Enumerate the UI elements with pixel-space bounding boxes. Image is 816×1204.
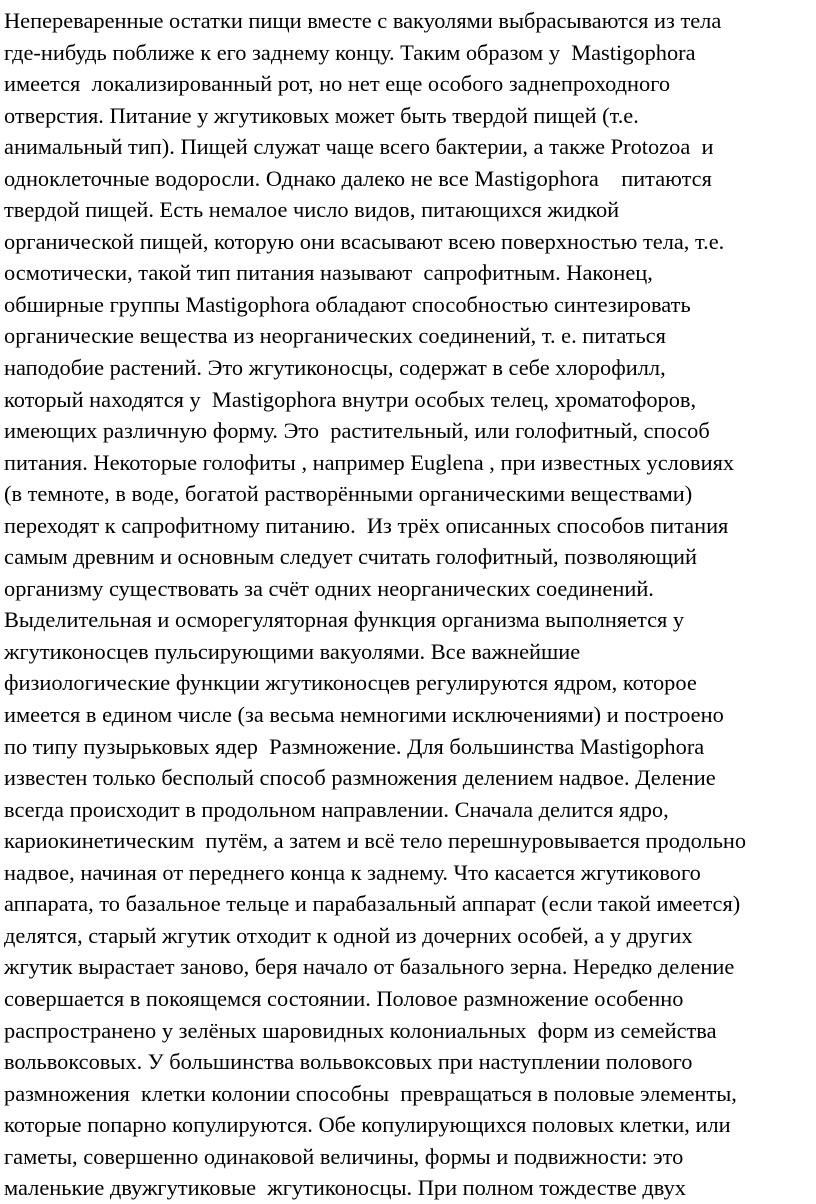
text-line: физиологические функции жгутиконосцев регулируются ядром, которое: [4, 670, 697, 696]
body-text: [4, 5, 816, 1204]
text-line: где-нибудь поближе к его заднему концу. Таким образом у Mastigophora: [4, 39, 696, 65]
text-line: одноклеточные водоросли. Однако далеко не все Mastigophora питаются: [4, 165, 712, 191]
text-line: самым древним и основным следует считать голофитный, позволяющий: [4, 544, 698, 570]
text-line: распространено у зелёных шаровидных колониальных форм из семейства: [4, 1017, 717, 1043]
text-line: всегда происходит в продольном направлении. Сначала делится ядро,: [4, 796, 669, 822]
text-line: делятся, старый жгутик отходит к одной из дочерних особей, а у других: [4, 922, 693, 948]
text-line: аппарата, то базальное тельце и парабазальный аппарат (если такой имеется): [4, 891, 741, 917]
text-line: Выделительная и осморегуляторная функция организма выполняется у: [4, 607, 685, 633]
text-line: Непереваренные остатки пищи вместе с вакуолями выбрасываются из тела: [4, 8, 722, 33]
text-line: анимальный тип). Пищей служат чаще всего бактерии, а также Protozoa и: [4, 134, 714, 160]
text-line: известен только бесполый способ размножения делением надвое. Деление: [4, 765, 716, 791]
text-line: имеется локализированный рот, но нет еще особого заднепроходного: [4, 71, 671, 97]
text-line: жгутиконосцев пульсирующими вакуолями. Все важнейшие: [4, 638, 581, 664]
text-line: кариокинетическим путём, а затем и всё тело перешнуровывается продольно: [4, 828, 747, 854]
text-line: гаметы, совершенно одинаковой величины, формы и подвижности: это: [4, 1143, 684, 1169]
text-line: органические вещества из неорганических соединений, т. е. питаться: [4, 323, 666, 349]
text-line: имеется в едином числе (за весьма немногими исключениями) и построено: [4, 702, 724, 728]
text-line: имеющих различную форму. Это растительный, или голофитный, способ: [4, 418, 710, 444]
text-line: по типу пузырьковых ядер Размножение. Для большинства Mastigophora: [4, 733, 705, 759]
text-line: маленькие двужгутиковые жгутиконосцы. При полном тождестве двух: [4, 1175, 686, 1201]
text-line: организму существовать за счёт одних неорганических соединений.: [4, 575, 654, 601]
text-line: надвое, начиная от переднего конца к заднему. Что касается жгутикового: [4, 859, 701, 885]
text-line: органической пищей, которую они всасывают всею поверхностью тела, т.е.: [4, 228, 725, 254]
text-line: вольвоксовых. У большинства вольвоксовых при наступлении полового: [4, 1049, 693, 1075]
text-line: переходят к сапрофитному питанию. Из трёх описанных способов питания: [4, 512, 729, 538]
text-line: совершается в покоящемся состоянии. Половое размножение особенно: [4, 985, 684, 1011]
text-line: наподобие растений. Это жгутиконосцы, содержат в себе хлорофилл,: [4, 355, 666, 381]
text-line: жгутик вырастает заново, беря начало от базального зерна. Нередко деление: [4, 954, 735, 980]
text-line: питания. Некоторые голофиты , например Euglena , при известных условиях: [4, 449, 735, 475]
text-line: которые попарно копулируются. Обе копулирующихся половых клетки, или: [4, 1112, 731, 1138]
text-line: обширные группы Mastigophora обладают способностью синтезировать: [4, 291, 691, 317]
text-line: размножения клетки колонии способны превращаться в половые элементы,: [4, 1080, 737, 1106]
text-line: осмотически, такой тип питания называют сапрофитным. Наконец,: [4, 260, 653, 286]
text-line: отверстия. Питание у жгутиковых может быть твердой пищей (т.е.: [4, 102, 639, 128]
text-line: который находятся у Mastigophora внутри особых телец, хроматофоров,: [4, 386, 697, 412]
text-line: (в темноте, в воде, богатой растворёнными органическими веществами): [4, 481, 693, 507]
text-line: твердой пищей. Есть немалое число видов, питающихся жидкой: [4, 197, 620, 223]
